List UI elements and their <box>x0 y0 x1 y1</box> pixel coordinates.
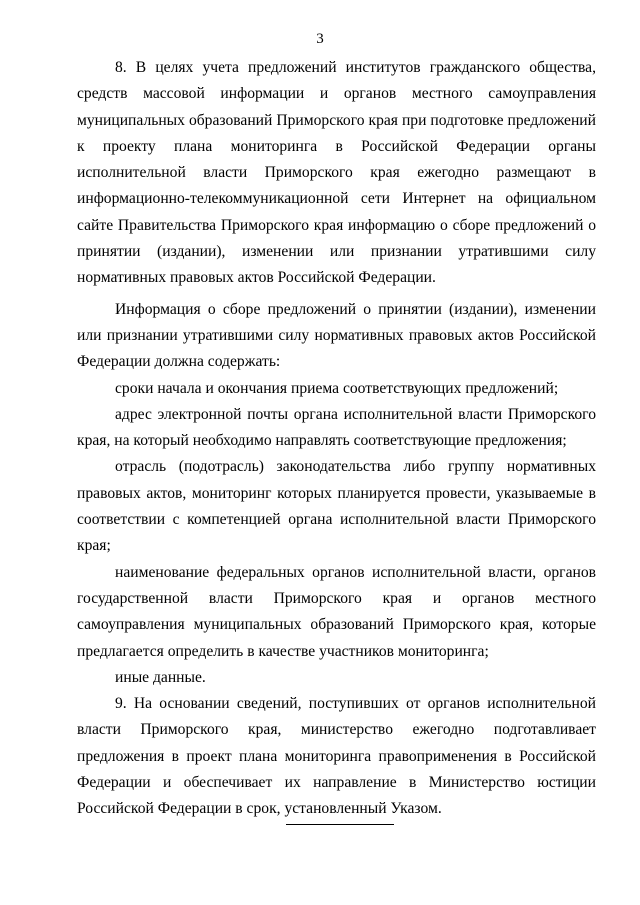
paragraph-submission-dates: сроки начала и окончания приема соответствующих предложений; <box>115 379 559 397</box>
page-number: 3 <box>316 31 324 47</box>
paragraph-monitoring-participants: наименование федеральных органов исполнительной власти, органов государственной власти Приморского края и органов местного самоуправления муниципальных образований Приморского края, которые предлагается определить в качестве участников мониторинга; <box>77 563 596 660</box>
paragraph-8-proposals-collection: 8. В целях учета предложений институтов гражданского общества, средств массовой информации и органов местного самоуправления муниципальных образований Приморского края при подготовке предложений к проекту плана мониторинга в Российской Федерации органы исполнительной власти Приморского края ежегодно размещают в информационно-телекоммуникационной сети Интернет на официальном сайте Правительства Приморского края информацию о сборе предложений о принятии (издании), изменении или признании утратившими силу нормативных правовых актов Российской Федерации. <box>77 59 596 287</box>
paragraph-other-data: иные данные. <box>115 668 206 686</box>
paragraph-9-ministry-proposals: 9. На основании сведений, поступивших от органов исполнительной власти Приморского края, министерство ежегодно подготавливает предложения в проект плана мониторинга правоприменения в Российской Федерации и обеспечивает их направление в Министерство юстиции Российской Федерации в срок, установленный Указом. <box>77 695 596 818</box>
paragraph-email-address: адрес электронной почты органа исполнительной власти Приморского края, на который необходимо направлять соответствующие предложения; <box>77 405 596 450</box>
paragraph-legislation-branch: отрасль (подотрасль) законодательства либо группу нормативных правовых актов, мониторинг которых планируется провести, указываемые в соответствии с компетенцией органа исполнительной власти Приморского края; <box>77 458 596 555</box>
document-body <box>77 55 596 823</box>
end-divider <box>286 824 394 825</box>
paragraph-information-contents: Информация о сборе предложений о принятии (издании), изменении или признании утратившими силу нормативных правовых актов Российской Федерации должна содержать: <box>77 300 596 371</box>
